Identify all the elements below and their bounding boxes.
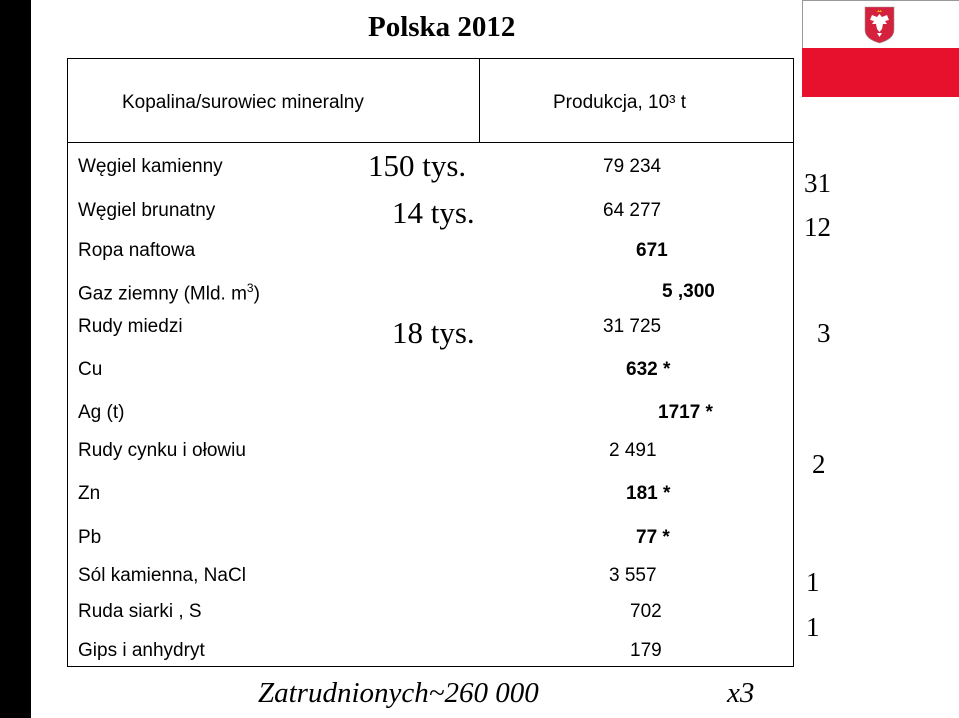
footer-multiplier: x3 (727, 677, 755, 709)
side-number-salt: 1 (806, 567, 820, 597)
page-title: Polska 2012 (368, 11, 516, 43)
row-value-ag: 1717 * (658, 402, 713, 423)
row-label-crude-oil: Ropa naftowa (78, 240, 196, 261)
row-label-sulphur-ore: Ruda siarki , S (78, 601, 202, 622)
footer-employment-total: Zatrudnionych~260 000 (258, 677, 539, 709)
side-number-lignite: 12 (804, 212, 831, 242)
header-row-divider (67, 142, 794, 143)
annotation-coal-workers: 150 tys. (368, 148, 467, 183)
row-label-lignite: Węgiel brunatny (78, 200, 216, 221)
side-number-copper: 3 (817, 318, 831, 348)
white-eagle-emblem-icon (864, 6, 895, 44)
row-value-hard-coal: 79 234 (603, 156, 662, 177)
flag-red-stripe (802, 48, 959, 97)
annotation-copper-workers: 18 tys. (392, 315, 475, 350)
natural-gas-label-suffix: ) (253, 283, 260, 305)
side-number-sulphur: 1 (806, 612, 820, 642)
row-value-zinc-lead-ore: 2 491 (609, 440, 657, 461)
row-label-gypsum: Gips i anhydryt (78, 640, 205, 661)
row-value-copper-ore: 31 725 (603, 316, 662, 337)
column-header-production: Produkcja, 10³ t (553, 92, 687, 113)
row-value-pb: 77 * (636, 527, 670, 548)
row-label-copper-ore: Rudy miedzi (78, 316, 183, 337)
polish-flag (802, 0, 959, 97)
column-header-mineral: Kopalina/surowiec mineralny (122, 92, 364, 113)
row-value-zn: 181 * (626, 483, 671, 504)
row-value-lignite: 64 277 (603, 200, 662, 221)
row-label-natural-gas (78, 281, 260, 305)
header-column-divider (479, 58, 480, 142)
row-value-gypsum: 179 (630, 640, 662, 661)
row-value-cu: 632 * (626, 359, 671, 380)
side-number-coal: 31 (804, 168, 831, 198)
annotation-lignite-workers: 14 tys. (392, 195, 475, 230)
row-label-hard-coal: Węgiel kamienny (78, 156, 223, 177)
row-label-zinc-lead-ore: Rudy cynku i ołowiu (78, 440, 246, 461)
row-label-cu: Cu (78, 359, 103, 380)
row-label-zn: Zn (78, 483, 101, 504)
left-black-bar (0, 0, 31, 718)
row-label-rock-salt: Sól kamienna, NaCl (78, 565, 246, 586)
row-label-pb: Pb (78, 527, 102, 548)
row-value-rock-salt: 3 557 (609, 565, 657, 586)
natural-gas-label-sup: 3 (246, 281, 254, 295)
side-number-zinc-lead: 2 (812, 449, 826, 479)
row-value-natural-gas: 5 ,300 (662, 281, 715, 302)
row-value-sulphur-ore: 702 (630, 601, 662, 622)
row-value-crude-oil: 671 (636, 240, 668, 261)
row-label-ag: Ag (t) (78, 402, 125, 423)
natural-gas-label-text: Gaz ziemny (Mld. m (78, 283, 247, 305)
